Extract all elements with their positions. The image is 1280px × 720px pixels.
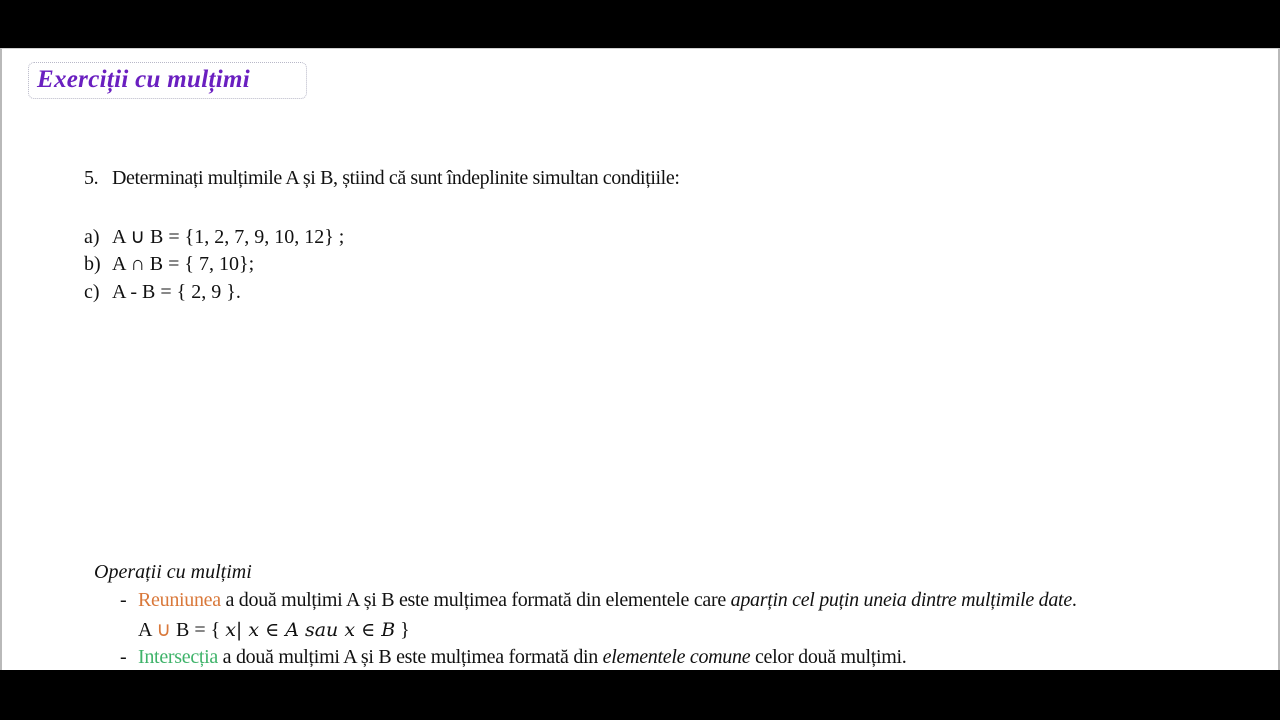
condition-b xyxy=(84,253,254,276)
intersection-text: a două mulțimi A și B este mulțimea formată din xyxy=(217,646,603,668)
formula-left: A xyxy=(138,619,157,641)
slide-canvas xyxy=(0,48,1280,670)
condition-text: A ∩ B = { 7, 10}; xyxy=(112,253,255,275)
operations-heading: Operații cu mulțimi xyxy=(94,561,252,583)
intersection-italic-text: elementele comune xyxy=(602,646,751,668)
union-definition xyxy=(120,589,1077,612)
condition-label: b) xyxy=(84,253,101,275)
problem-text: Determinați mulțimile A și B, știind că sunt îndeplinite simultan condițiile: xyxy=(112,167,680,189)
condition-c xyxy=(84,281,241,304)
union-text-end: . xyxy=(1071,589,1077,611)
problem-number: 5. xyxy=(84,167,99,189)
title-box xyxy=(28,62,307,99)
condition-text: A - B = { 2, 9 }. xyxy=(112,281,241,303)
union-symbol: ∪ xyxy=(156,619,171,641)
formula-end: } xyxy=(395,619,410,641)
bullet-dash: - xyxy=(120,589,127,611)
problem-statement xyxy=(84,167,679,190)
bullet-dash: - xyxy=(120,646,127,668)
union-italic-text: aparțin cel puțin uneia dintre mulțimile date xyxy=(730,589,1072,611)
intersection-text-end: celor două mulțimi. xyxy=(750,646,907,668)
formula-math: x| x ∈ A sau x ∈ B xyxy=(225,619,396,641)
intersection-definition xyxy=(120,646,906,669)
condition-a xyxy=(84,224,344,249)
slide-title: Exerciții cu mulțimi xyxy=(37,66,250,93)
condition-text: A ∪ B = {1, 2, 7, 9, 10, 12} ; xyxy=(112,226,345,248)
union-formula xyxy=(138,617,410,642)
formula-mid: B = { xyxy=(170,619,226,641)
union-keyword: Reuniunea xyxy=(138,589,221,611)
condition-label: a) xyxy=(84,226,100,248)
union-text: a două mulțimi A și B este mulțimea formată din elementele care xyxy=(220,589,731,611)
intersection-keyword: Intersecția xyxy=(138,646,218,668)
condition-label: c) xyxy=(84,281,100,303)
